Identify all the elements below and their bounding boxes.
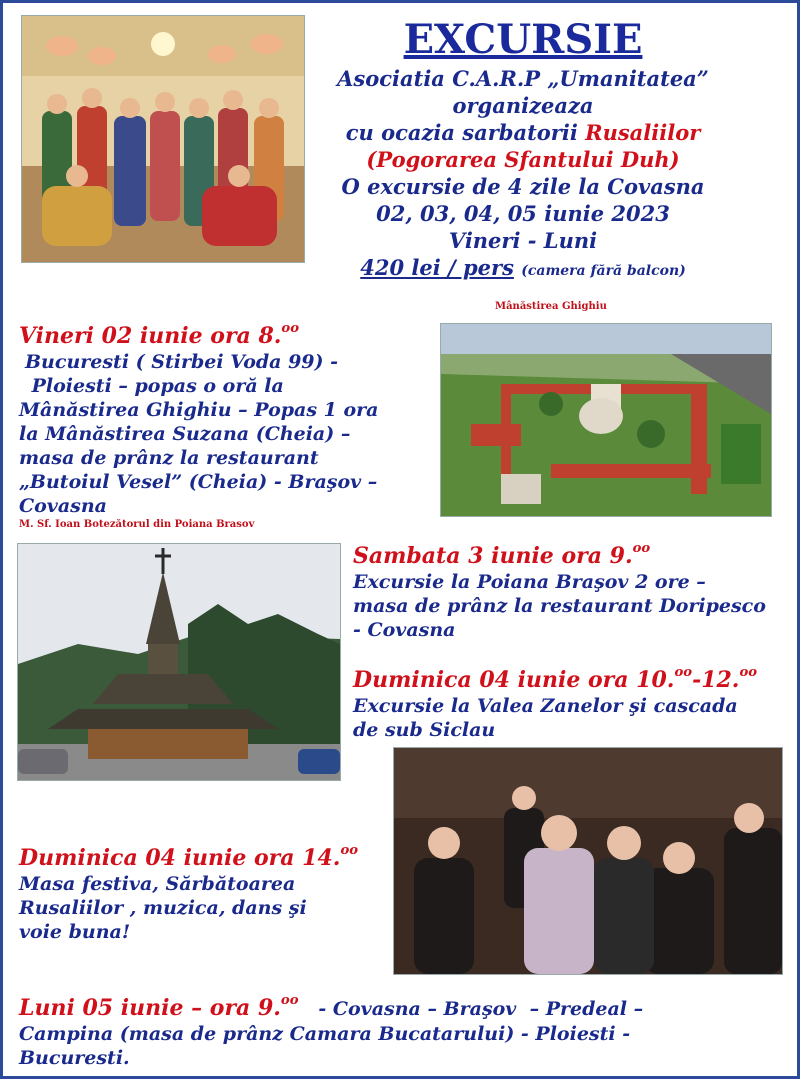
day-1-line-4: la Mânăstirea Suzana (Cheia) –: [19, 423, 351, 446]
day-5-first-line: [19, 987, 794, 1022]
day-3-title: Duminica 04 iunie ora 10.$^{oo}$-12.$^{oo}$: [353, 665, 758, 694]
monastery-image: [440, 323, 772, 517]
day-2-line-1: Excursie la Poiana Braşov 2 ore –: [353, 571, 706, 594]
day-2-block: [353, 535, 798, 642]
day-5-block: [19, 987, 794, 1070]
occasion-subtitle: (Pogorarea Sfantului Duh): [366, 147, 680, 172]
occasion-highlight: Rusaliilor: [585, 120, 701, 145]
day-1-line-7: Covasna: [19, 495, 107, 518]
day-1-line-2: Ploiesti – popas o oră la: [25, 375, 284, 398]
day-1-block: [19, 315, 429, 518]
day-5-inline-text: - Covasna – Braşov – Predeal –: [298, 998, 644, 1021]
day-1-title: Vineri 02 iunie ora 8.$^{oo}$: [19, 321, 300, 350]
day-5-line-1: Campina (masa de prânz Camara Bucatarului) - Ploiesti -: [19, 1023, 631, 1046]
day-3-line-1: Excursie la Valea Zanelor şi cascada: [353, 695, 738, 718]
church-caption: M. Sf. Ioan Botezătorul din Poiana Brasov: [19, 519, 255, 530]
dance-image: [393, 747, 783, 975]
header-block: [303, 65, 743, 285]
church-illustration: [18, 544, 340, 780]
page-title: EXCURSIE: [403, 16, 643, 63]
day-1-line-1: Bucuresti ( Stirbei Voda 99) -: [25, 351, 339, 374]
day-4-line-2: Rusaliilor , muzica, dans şi: [19, 897, 307, 920]
day-4-line-1: Masa festiva, Sărbătoarea: [19, 873, 296, 896]
trip-days: Vineri - Luni: [448, 228, 598, 253]
price-line: [303, 254, 743, 285]
church-image: [17, 543, 341, 781]
day-1-line-5: masa de prânz la restaurant: [19, 447, 319, 470]
day-4-line-3: voie buna!: [19, 921, 131, 944]
pentecost-icon-image: [21, 15, 305, 263]
monastery-illustration: [441, 324, 771, 516]
day-3-block: [353, 659, 798, 742]
trip-dates: 02, 03, 04, 05 iunie 2023: [376, 201, 670, 226]
day-4-block: [19, 837, 389, 944]
day-5-title: Luni 05 iunie – ora 9.$^{oo}$: [19, 993, 299, 1022]
day-2-line-3: - Covasna: [353, 619, 456, 642]
organizes-line: organizeaza: [452, 93, 594, 118]
day-5-line-2: Bucuresti.: [19, 1047, 130, 1070]
price-value: 420 lei / pers: [360, 255, 514, 280]
trip-summary: O excursie de 4 zile la Covasna: [341, 174, 705, 199]
pentecost-illustration: [22, 16, 304, 262]
organizer-line: Asociatia C.A.R.P „Umanitatea”: [337, 66, 709, 91]
monastery-caption: Mânăstirea Ghighiu: [495, 301, 607, 312]
day-2-title: Sambata 3 iunie ora 9.$^{oo}$: [353, 541, 651, 570]
occasion-line: cu ocazia sarbatorii Rusaliilor: [345, 120, 701, 145]
day-4-title: Duminica 04 iunie ora 14.$^{oo}$: [19, 843, 359, 872]
day-1-line-3: Mânăstirea Ghighiu – Popas 1 ora: [19, 399, 379, 422]
day-2-line-2: masa de prânz la restaurant Doripesco: [353, 595, 766, 618]
price-note: (camera fără balcon): [521, 263, 686, 279]
day-3-line-2: de sub Siclau: [353, 719, 496, 742]
day-1-line-6: „Butoiul Vesel” (Cheia) - Braşov –: [19, 471, 378, 494]
dance-illustration: [394, 748, 782, 974]
